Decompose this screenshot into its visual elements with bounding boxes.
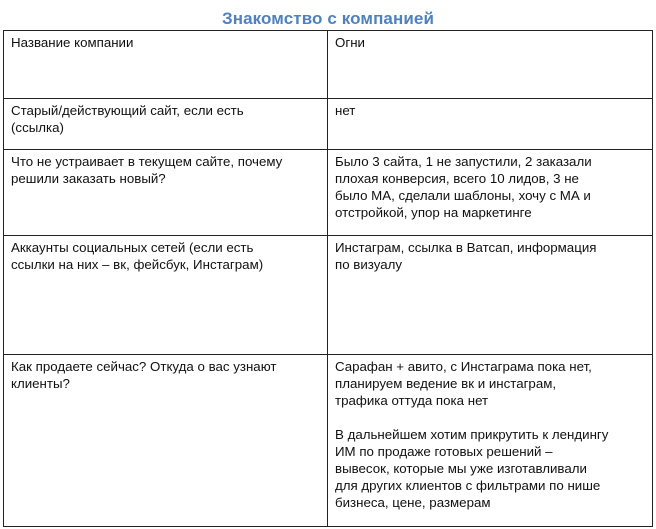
row-divider <box>4 149 652 150</box>
question-company-name: Название компании <box>11 35 134 50</box>
answer-company-name: Огни <box>335 35 365 50</box>
company-questionnaire-table <box>3 30 653 527</box>
answer-current-site: нет <box>335 103 356 118</box>
row-divider <box>4 235 652 236</box>
question-current-site: Старый/действующий сайт, если есть (ссылка) <box>11 103 244 135</box>
document-title: Знакомство с компанией <box>221 9 435 28</box>
question-site-issues: Что не устраивает в текущем сайте, почему решили заказать новый? <box>11 154 283 186</box>
row-divider <box>4 354 652 355</box>
answer-sales-channels: Сарафан + авито, с Инстаграма пока нет, планируем ведение вк и инстаграм, трафика оттуда пока нет В дальнейшем хотим прикрутить к лендингу ИМ по продаже готовых решений – вывесок, которые мы уже изготавливали для других клиентов с фильтрами по нише бизнеса, цене, размерам <box>335 359 609 510</box>
answer-social-accounts: Инстаграм, ссылка в Ватсап, информация по визуалу <box>335 240 597 272</box>
question-social-accounts: Аккаунты социальных сетей (если есть ссылки на них – вк, фейсбук, Инстаграм) <box>11 240 264 272</box>
row-divider <box>4 98 652 99</box>
column-divider <box>327 31 328 526</box>
answer-site-issues: Было 3 сайта, 1 не запустили, 2 заказали плохая конверсия, всего 10 лидов, 3 не было МА, сделали шаблоны, хочу с МА и отстройкой, упор на маркетинге <box>335 154 592 220</box>
question-sales-channels: Как продаете сейчас? Откуда о вас узнают клиенты? <box>11 359 277 391</box>
